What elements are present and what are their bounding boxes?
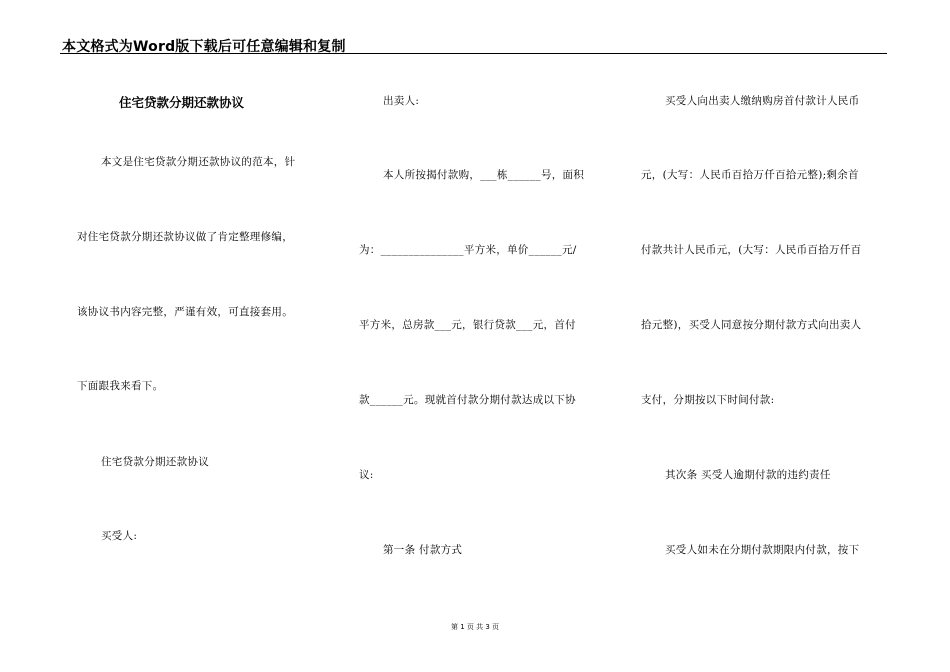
col3-line-1: 买受人向出卖人缴纳购房首付款计人民币: [665, 95, 860, 107]
col2-line-5: 款______元。现就首付款分期付款达成以下协: [359, 394, 576, 406]
page-footer: 第 1 页 共 3 页: [450, 623, 500, 631]
col2-line-4: 平方米，总房款___元，银行贷款___元，首付: [359, 319, 576, 331]
col1-line-4: 下面跟我来看下。: [77, 380, 164, 392]
col1-line-2: 对住宅贷款分期还款协议做了肯定整理修编，: [77, 231, 293, 243]
col3-line-5: 支付，分期按以下时间付款:: [641, 394, 775, 406]
col3-line-6: 其次条 买受人逾期付款的违约责任: [665, 469, 831, 481]
col3-line-3: 付款共计人民币元，(大写：人民币百拾万仟百: [641, 244, 862, 256]
col2-line-7: 第一条 付款方式: [383, 544, 463, 556]
col2-line-6: 议:: [359, 469, 374, 481]
col2-line-1: 出卖人:: [383, 95, 420, 107]
col1-line-6: 买受人:: [101, 530, 138, 542]
col2-line-3: 为：_______________平方米，单价______元/: [359, 244, 577, 256]
document-banner: 本文格式为Word版下载后可任意编辑和复制: [62, 39, 346, 55]
col1-line-5: 住宅贷款分期还款协议: [101, 456, 209, 468]
col1-line-1: 本文是住宅贷款分期还款协议的范本，针: [101, 156, 296, 168]
document-title: 住宅贷款分期还款协议: [119, 95, 245, 110]
col3-line-2: 元，(大写：人民币百拾万仟百拾元整);剩余首: [641, 169, 859, 181]
col3-line-7: 买受人如未在分期付款期限内付款，按下: [665, 544, 860, 556]
header-rule: [60, 53, 887, 54]
col2-line-2: 本人所按揭付款购，___栋______号，面积: [383, 169, 585, 181]
col3-line-4: 拾元整)，买受人同意按分期付款方式向出卖人: [641, 319, 862, 331]
col1-line-3: 该协议书内容完整，严谨有效，可直接套用。: [77, 306, 293, 318]
